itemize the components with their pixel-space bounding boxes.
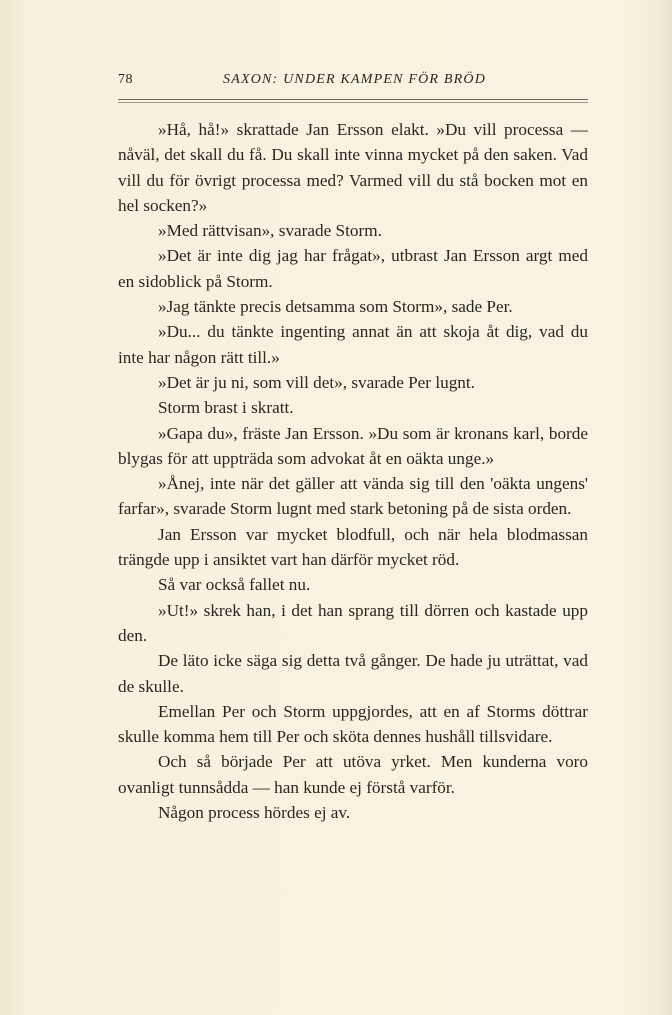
- header-rule: [118, 99, 588, 100]
- paragraph: »Med rättvisan», svarade Storm.: [158, 221, 382, 241]
- paragraph: »Ånej, inte när det gäller att vända sig till den 'oäkta ungens' farfar», svarade Storm lugnt med stark betoning på de sista orden.: [118, 474, 588, 519]
- paragraph: »Det är inte dig jag har frågat», utbrast Jan Ersson argt med en sidoblick på Storm.: [118, 246, 588, 291]
- paragraph: »Jag tänkte precis detsamma som Storm», sade Per.: [158, 297, 513, 317]
- page-header: [118, 72, 588, 94]
- paragraph: »Hå, hå!» skrattade Jan Ersson elakt. »Du vill processa — nåväl, det skall du få. Du skall inte vinna mycket på den saken. Vad vill du för övrigt processa med? Varmed vill du stå bocken mot en hel socken?»: [118, 120, 588, 215]
- body-text: [118, 117, 588, 825]
- running-head: SAXON: UNDER KAMPEN FÖR BRÖD: [223, 72, 487, 87]
- header-rule-secondary: [118, 102, 588, 103]
- paragraph: »Gapa du», fräste Jan Ersson. »Du som är kronans karl, borde blygas för att uppträda som advokat åt en oäkta unge.»: [118, 423, 588, 468]
- paragraph: »Det är ju ni, som vill det», svarade Per lugnt.: [158, 372, 475, 392]
- paragraph: Och så började Per att utöva yrket. Men kunderna voro ovanligt tunnsådda — han kunde ej förstå varför.: [118, 752, 588, 797]
- paragraph: »Ut!» skrek han, i det han sprang till dörren och kastade upp den.: [118, 600, 588, 645]
- page-edge-shadow: [656, 0, 672, 1015]
- paragraph: Någon process hördes ej av.: [158, 803, 351, 823]
- paragraph: De läto icke säga sig detta två gånger. De hade ju uträttat, vad de skulle.: [118, 651, 588, 696]
- paragraph: Jan Ersson var mycket blodfull, och när hela blodmassan trängde upp i ansiktet vart han därför mycket röd.: [118, 524, 588, 570]
- paragraph: »Du... du tänkte ingenting annat än att skoja åt dig, vad du inte har någon rätt till.»: [118, 322, 588, 367]
- paragraph: Så var också fallet nu.: [158, 575, 311, 595]
- page-number: 78: [118, 72, 133, 87]
- paragraph: Storm brast i skratt.: [158, 398, 294, 418]
- paragraph: Emellan Per och Storm uppgjordes, att en af Storms döttrar skulle komma hem till Per och sköta dennes hushåll tillsvidare.: [118, 701, 588, 747]
